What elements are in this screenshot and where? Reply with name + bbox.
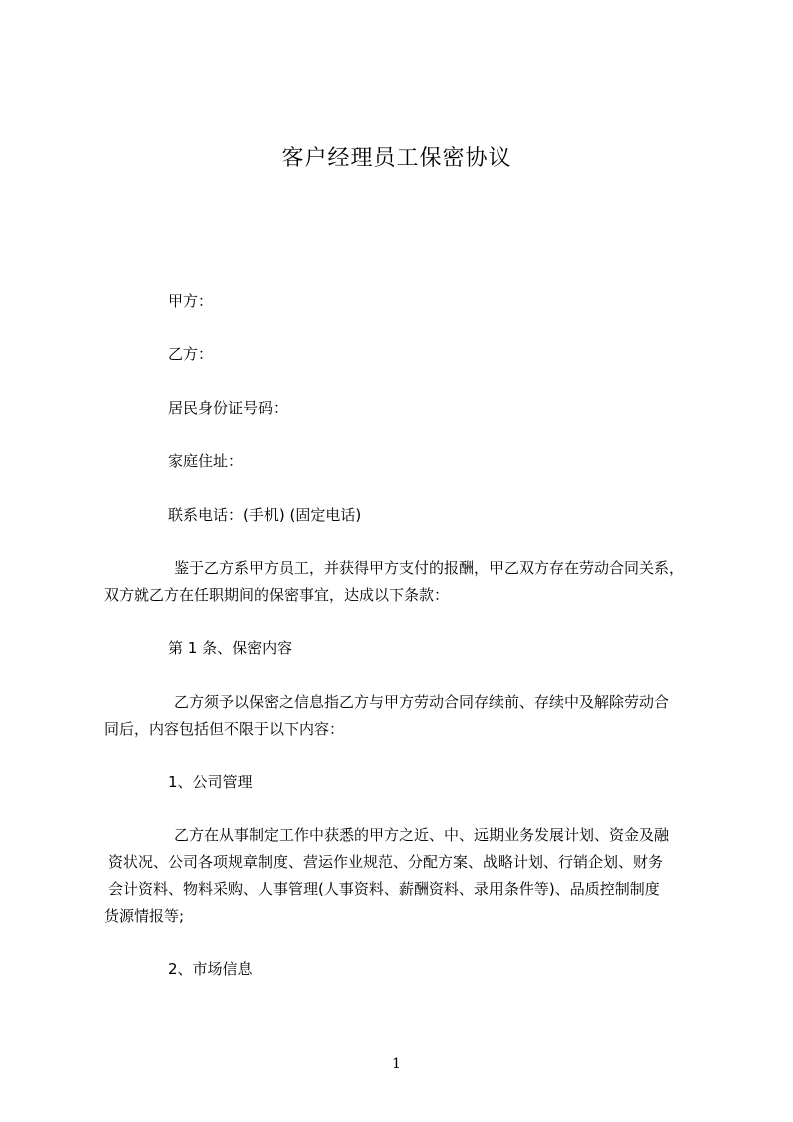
item-2-heading: 2、市场信息	[168, 960, 253, 978]
preamble-line: 鉴于乙方系甲方员工，并获得甲方支付的报酬，甲乙双方存在劳动合同关系，	[174, 559, 685, 577]
page-number: 1	[392, 1056, 401, 1072]
article-1-heading: 第 1 条、保密内容	[168, 639, 293, 657]
item-1-text-line: 资状况、公司各项规章制度、营运作业规范、分配方案、战略计划、行销企划、财务	[108, 853, 664, 871]
document-title: 客户经理员工保密协议	[281, 146, 512, 171]
party-a-field: 甲方：	[168, 292, 214, 310]
preamble-line: 双方就乙方在任职期间的保密事宜，达成以下条款：	[104, 586, 450, 604]
home-address-field: 家庭住址：	[168, 452, 244, 470]
article-1-intro-line: 同后，内容包括但不限于以下内容：	[104, 720, 345, 738]
phone-field: 联系电话：(手机) (固定电话)	[168, 506, 362, 524]
party-b-field: 乙方：	[168, 345, 214, 363]
id-number-field: 居民身份证号码：	[168, 399, 289, 417]
item-1-text-line: 会计资料、物料采购、人事管理(人事资料、薪酬资料、录用条件等)、品质控制制度	[108, 880, 660, 898]
item-1-heading: 1、公司管理	[168, 773, 253, 791]
article-1-intro-line: 乙方须予以保密之信息指乙方与甲方劳动合同存续前、存续中及解除劳动合	[174, 693, 670, 711]
item-1-text-line: 货源情报等;	[104, 907, 185, 925]
item-1-text-line: 乙方在从事制定工作中获悉的甲方之近、中、远期业务发展计划、资金及融	[174, 826, 670, 844]
